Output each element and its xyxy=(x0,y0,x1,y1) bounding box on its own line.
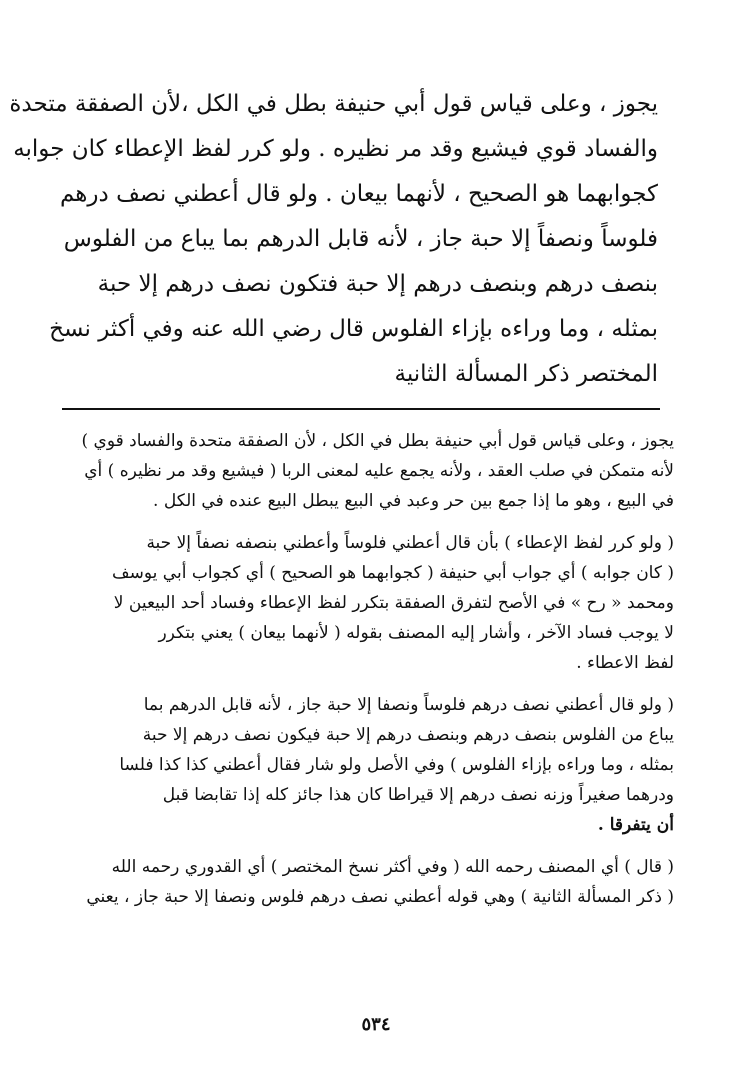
commentary-paragraph xyxy=(62,690,674,840)
commentary-line: ( ولو كرر لفظ الإعطاء ) بأن قال أعطني فلوساً وأعطني بنصفه نصفاً إلا حبة xyxy=(146,533,674,553)
main-text-line: والفساد قوي فيشيع وقد مر نظيره . ولو كرر لفظ الإعطاء كان جوابه xyxy=(13,136,658,162)
commentary-line: أن يتفرقا . xyxy=(597,815,674,835)
commentary xyxy=(62,426,674,924)
commentary-line: ( كان جوابه ) أي جواب أبي حنيفة ( كجوابهما هو الصحيح ) أي كجواب أبي يوسف xyxy=(112,563,674,583)
commentary-paragraph xyxy=(62,852,674,912)
commentary-line: ومحمد « رح » في الأصح لتفرق الصفقة بتكرر لفظ الإعطاء وفساد أحد البيعين لا xyxy=(113,593,674,613)
commentary-line: لفظ الاعطاء . xyxy=(576,653,674,673)
separator-rule xyxy=(62,408,660,410)
commentary-line: في البيع ، وهو ما إذا جمع بين حر وعبد في البيع يبطل البيع عنده في الكل . xyxy=(153,491,674,511)
commentary-paragraph xyxy=(62,426,674,516)
main-text-line: بمثله ، وما وراءه بإزاء الفلوس قال رضي الله عنه وفي أكثر نسخ xyxy=(49,316,658,342)
main-text-line: بنصف درهم وبنصف درهم إلا حبة فتكون نصف درهم إلا حبة xyxy=(97,271,658,297)
main-text xyxy=(9,82,658,394)
commentary-line: ( ذكر المسألة الثانية ) وهي قوله أعطني نصف درهم فلوس ونصفا إلا حبة جاز ، يعني xyxy=(86,887,674,907)
page-number: ٥٣٤ xyxy=(361,1014,391,1035)
main-text-line: كجوابهما هو الصحيح ، لأنهما بيعان . ولو قال أعطني نصف درهم xyxy=(59,181,658,207)
commentary-line: بمثله ، وما وراءه بإزاء الفلوس ) وفي الأصل ولو شار فقال أعطني كذا كذا فلسا xyxy=(119,755,674,775)
main-text-line: يجوز ، وعلى قياس قول أبي حنيفة بطل في الكل ،لأن الصفقة متحدة xyxy=(9,91,658,117)
commentary-line: ( ولو قال أعطني نصف درهم فلوساً ونصفا إلا حبة جاز ، لأنه قابل الدرهم بما xyxy=(143,695,674,715)
commentary-line: لا يوجب فساد الآخر ، وأشار إليه المصنف بقوله ( لأنهما بيعان ) يعني بتكرر xyxy=(158,623,674,643)
main-text-line: فلوساً ونصفاً إلا حبة جاز ، لأنه قابل الدرهم بما يباع من الفلوس xyxy=(63,226,658,252)
commentary-line: يجوز ، وعلى قياس قول أبي حنيفة بطل في الكل ، لأن الصفقة متحدة والفساد قوي ) xyxy=(81,431,674,451)
commentary-line: ( قال ) أي المصنف رحمه الله ( وفي أكثر نسخ المختصر ) أي القدوري رحمه الله xyxy=(111,857,674,877)
commentary-line: لأنه متمكن في صلب العقد ، ولأنه يجمع عليه لمعنى الربا ( فيشيع وقد مر نظيره ) أي xyxy=(84,461,674,481)
commentary-paragraph xyxy=(62,528,674,678)
commentary-line: ودرهما صغيراً وزنه نصف درهم إلا قيراطا كان هذا جائز كله إذا تقابضا قبل xyxy=(162,785,674,805)
commentary-line: يباع من الفلوس بنصف درهم وبنصف درهم إلا حبة فيكون نصف درهم إلا حبة xyxy=(142,725,674,745)
main-text-last-line: المختصر ذكر المسألة الثانية xyxy=(394,361,658,387)
